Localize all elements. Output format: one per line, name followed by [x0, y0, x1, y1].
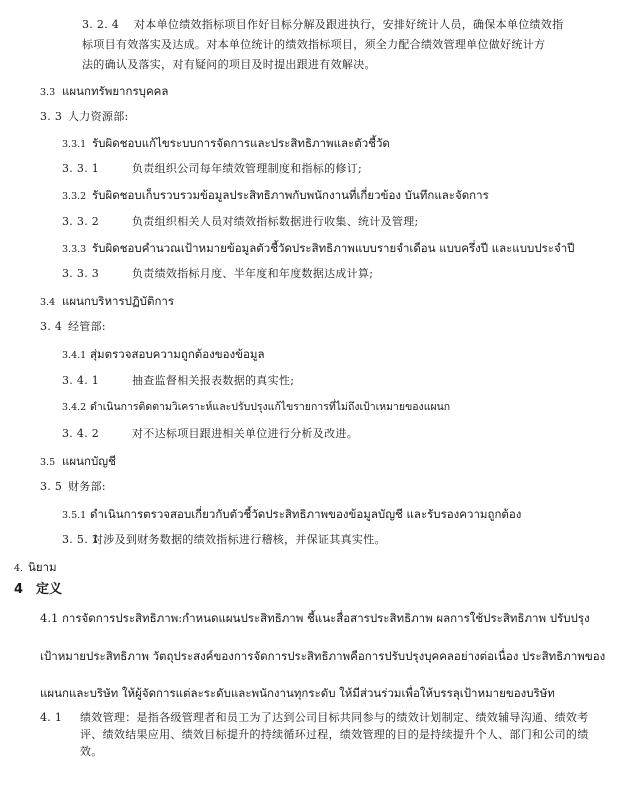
clause-number: 3. 3. 1 — [62, 162, 100, 175]
section-number: 4. — [14, 563, 24, 574]
clause-3-4-1-chinese — [62, 374, 294, 388]
clause-text: รับผิดชอบคำนวณเป้าหมายข้อมูลตัวชี้วัดประสิทธิภาพแบบรายจำเดือน แบบครึ่งปี และแบบประจำปี — [92, 241, 575, 255]
section-title: แผนกทรัพยากรบุคคล — [62, 84, 169, 98]
clause-3-3-3-thai — [62, 241, 574, 257]
section-number: 3. 5 — [40, 480, 63, 493]
section-title: นิยาม — [28, 560, 57, 574]
section-number: 3.4 — [40, 297, 56, 308]
section-number: 3. 4 — [40, 320, 63, 333]
clause-text-line-1: 对本单位绩效指标项目作好目标分解及跟进执行，安排好统计人员，确保本单位绩效指 — [134, 18, 564, 31]
clause-3-5-1-thai — [62, 507, 521, 523]
clause-3-5-1-chinese — [62, 533, 386, 547]
section-3-3-thai — [40, 84, 168, 100]
clause-text: สุ่มตรวจสอบความถูกต้องของข้อมูล — [90, 347, 265, 361]
clause-number: 3.3.1 — [62, 139, 87, 150]
clause-3-3-1-thai — [62, 136, 390, 152]
section-4-chinese — [14, 583, 62, 597]
clause-number: 3. 3. 3 — [62, 267, 100, 280]
clause-text: รับผิดชอบเก็บรวบรวมข้อมูลประสิทธิภาพกับพนักงานที่เกี่ยวข้อง บันทึกและจัดการ — [92, 188, 489, 202]
clause-text: 负责组织公司每年绩效管理制度和指标的修订; — [132, 162, 363, 175]
clause-number: 3. 4. 1 — [62, 374, 100, 387]
section-title: 财务部: — [68, 480, 106, 493]
clause-number: 3. 5. 1 — [62, 533, 100, 546]
section-number: 3. 3 — [40, 110, 63, 123]
clause-4-1-thai-line-3: แผนกและบริษัท ให้ผู้จัดการแต่ละระดับและพนักงานทุกระดับ ให้มีส่วนร่วมเพื่อให้บรรลุเป้าหมายของบริษัท — [40, 686, 555, 700]
clause-text: 负责绩效指标月度、半年度和年度数据达成计算; — [132, 267, 374, 280]
clause-3-4-1-thai — [62, 347, 265, 363]
section-title: แผนกบริหารปฏิบัติการ — [62, 294, 175, 308]
section-title: แผนกบัญชี — [62, 454, 116, 468]
clause-3-3-2-chinese — [62, 215, 419, 229]
clause-text-line-1: 绩效管理：是指各级管理者和员工为了达到公司目标共同参与的绩效计划制定、绩效辅导沟通、绩效考 — [80, 711, 589, 724]
section-3-5-chinese — [40, 480, 106, 494]
section-title: 人力资源部: — [68, 110, 129, 123]
section-number: 3.5 — [40, 457, 56, 468]
section-3-4-chinese — [40, 320, 106, 334]
clause-3-3-1-chinese — [62, 162, 362, 176]
clause-number: 3. 3. 2 — [62, 215, 100, 228]
clause-number: 3.5.1 — [62, 510, 87, 521]
clause-text: ดำเนินการติดตามวิเคราะห์และปรับปรุงแก้ไขรายการที่ไม่ถึงเป้าเหมายของแผนก — [90, 401, 451, 413]
clause-3-2-4 — [82, 18, 563, 32]
clause-4-1-chinese — [40, 711, 589, 725]
clause-number: 3.3.3 — [62, 244, 87, 255]
clause-number: 3.3.2 — [62, 191, 87, 202]
clause-number: 3. 2. 4 — [82, 18, 120, 31]
clause-text: 负责组织相关人员对绩效指标数据进行收集、统计及管理; — [132, 215, 419, 228]
clause-4-1-thai-line-2: เป้าหมายประสิทธิภาพ วัตถุประสงค์ของการจัดการประสิทธิภาพคือการปรับปรุงบุคคลอย่างต่อเนื่อง ประสิทธิภาพของ — [40, 649, 606, 663]
clause-number: 3. 4. 2 — [62, 427, 100, 440]
clause-4-1-thai-line-1: 4.1 การจัดการประสิทธิภาพ:กำหนดแผนประสิทธิภาพ ชี้แนะสื่อสารประสิทธิภาพ ผลการใช้ประสิทธิภาพ ปรับปรุง — [40, 611, 590, 625]
section-title: 经管部: — [68, 320, 106, 333]
clause-number: 3.4.1 — [62, 350, 87, 361]
clause-3-3-2-thai — [62, 188, 489, 204]
section-number: 3.3 — [40, 87, 56, 98]
clause-3-4-2-thai — [62, 400, 450, 415]
clause-number: 4. 1 — [40, 711, 63, 724]
clause-4-1-chinese-line-2: 评、绩效结果应用、绩效目标提升的持续循环过程，绩效管理的目的是持续提升个人、部门和公司的绩 — [80, 728, 589, 741]
clause-number: 3.4.2 — [62, 402, 87, 413]
clause-3-2-4-line-3: 法的确认及落实，对有疑问的项目及时提出跟进有效解决。 — [82, 58, 376, 71]
clause-3-4-2-chinese — [62, 427, 358, 441]
clause-text: 对涉及到财务数据的绩效指标进行稽核，并保证其真实性。 — [92, 533, 386, 546]
clause-4-1-chinese-line-3: 效。 — [80, 745, 103, 758]
clause-text: ดำเนินการตรวจสอบเกี่ยวกับตัวชี้วัดประสิทธิภาพของข้อมูลบัญชี และรับรองความถูกต้อง — [90, 507, 522, 521]
clause-3-2-4-line-2: 标项目有效落实及达成。对本单位统计的绩效指标项目，须全力配合绩效管理单位做好统计方 — [82, 38, 546, 51]
section-number: 4 — [14, 582, 24, 597]
clause-3-3-3-chinese — [62, 267, 373, 281]
section-3-3-chinese — [40, 110, 129, 124]
clause-text: 抽查监督相关报表数据的真实性; — [132, 374, 295, 387]
section-4-thai — [14, 560, 57, 576]
section-3-5-thai — [40, 454, 116, 470]
clause-text: 对不达标项目跟进相关单位进行分析及改进。 — [132, 427, 358, 440]
section-3-4-thai — [40, 294, 174, 310]
clause-text: รับผิดชอบแก้ไขระบบการจัดการและประสิทธิภาพและตัวชี้วัด — [92, 136, 390, 150]
section-title: 定义 — [36, 582, 63, 597]
